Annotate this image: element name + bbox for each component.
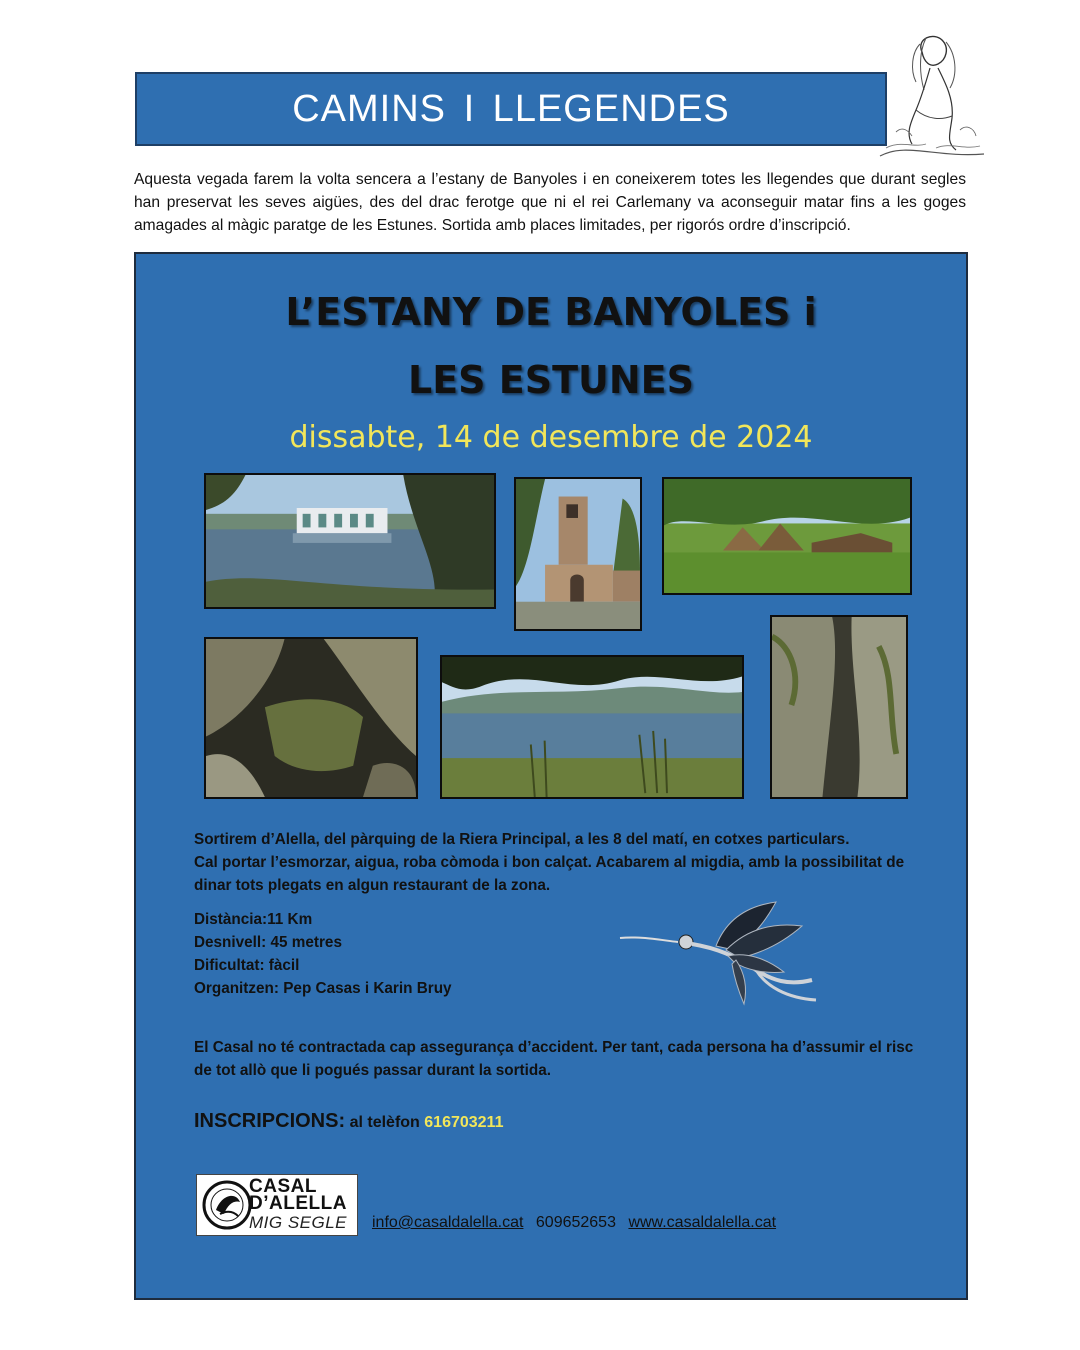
fairy-illustration	[616, 900, 826, 1012]
casal-logo-emblem-icon	[202, 1180, 252, 1230]
event-panel	[134, 252, 968, 1300]
event-date: dissabte, 14 de desembre de 2024	[289, 420, 813, 455]
departure-info	[194, 828, 924, 897]
registration-line	[194, 1110, 503, 1133]
registration-phone[interactable]: 616703211	[424, 1114, 504, 1131]
event-title-line1: L’ESTANY DE BANYOLES i	[285, 290, 817, 334]
equipment-text: Cal portar l’esmorzar, aigua, roba còmoda i bon calçat. Acabarem al migdia, amb la possibilitat de dinar tots plegats en algun restaurant de la zona.	[194, 854, 905, 894]
photo-lake-view	[440, 655, 744, 799]
registration-via: al telèfon	[349, 1114, 420, 1131]
difficulty-text: Dificultat: fàcil	[194, 957, 300, 974]
event-title-line2: LES ESTUNES	[407, 358, 694, 402]
registration-label: INSCRIPCIONS:	[194, 1110, 346, 1132]
header-banner	[135, 72, 887, 146]
photo-lake-pavilion	[204, 473, 496, 609]
insurance-text: El Casal no té contractada cap assegurança d’accident. Per tant, cada persona ha d’assumir el risc de tot allò que li pogués passar durant la sortida.	[194, 1039, 914, 1079]
banner-title: CAMINS I LLEGENDES	[292, 87, 730, 130]
casal-logo	[196, 1174, 358, 1236]
intro-paragraph: Aquesta vegada farem la volta sencera a l’estany de Banyoles i en coneixerem totes les llegendes que durant segles han preservat les seves aigües, des del drac ferotge que ni el rei Carlemany va aconseguir matar fins a les goges amagades al màgic paratge de les Estunes. Sortida amb places limitades, per rigorós ordre d’inscripció.	[134, 171, 966, 234]
logo-text-line1: CASAL	[249, 1176, 317, 1197]
logo-text-line2: D’ALELLA	[249, 1193, 347, 1214]
organizers-text: Organitzen: Pep Casas i Karin Bruy	[194, 980, 452, 997]
contact-website-link[interactable]: www.casaldalella.cat	[628, 1214, 777, 1231]
photo-neolithic-huts	[662, 477, 912, 595]
departure-text: Sortirem d’Alella, del pàrquing de la Riera Principal, a les 8 del matí, en cotxes particulars.	[194, 831, 850, 848]
route-stats	[194, 908, 452, 1000]
photo-narrow-gorge	[770, 615, 908, 799]
contact-email-link[interactable]: info@casaldalella.cat	[372, 1214, 524, 1231]
mermaid-illustration	[876, 30, 988, 164]
logo-text-line3: MIG SEGLE	[249, 1213, 348, 1232]
photo-rock-crevice	[204, 637, 418, 799]
insurance-notice	[194, 1036, 934, 1082]
photo-church	[514, 477, 642, 631]
elevation-text: Desnivell: 45 metres	[194, 934, 342, 951]
distance-text: Distància:11 Km	[194, 911, 313, 928]
contact-phone[interactable]: 609652653	[535, 1214, 616, 1231]
contact-line	[372, 1214, 784, 1232]
